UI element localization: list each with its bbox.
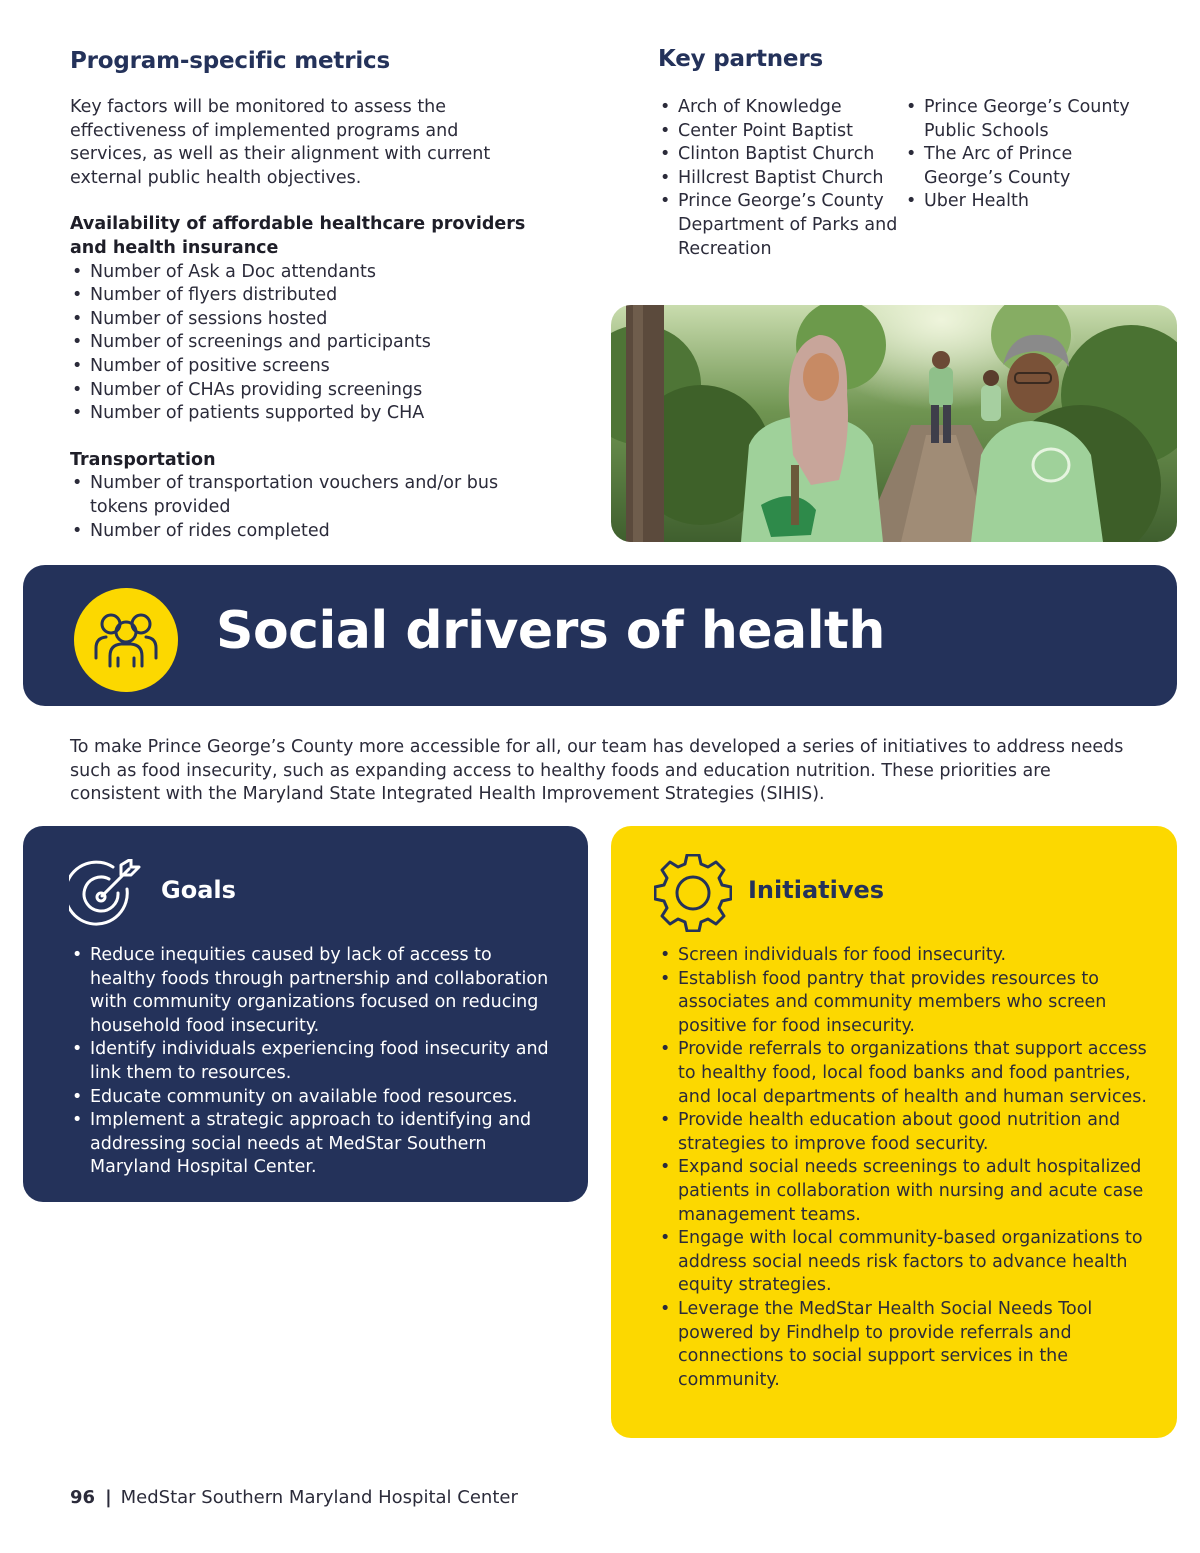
list-item: • Number of rides completed: [70, 520, 540, 544]
list-item: • Number of CHAs providing screenings: [70, 379, 540, 403]
list-item: • Identify individuals experiencing food insecurity and link them to resources.: [70, 1038, 550, 1085]
gear-icon: [654, 854, 732, 936]
list-item: • Number of patients supported by CHA: [70, 402, 540, 426]
partners-list-left: [658, 96, 904, 261]
metrics-subsection-healthcare: [70, 213, 540, 425]
goals-card: [23, 826, 588, 1202]
goals-heading: Goals: [161, 876, 236, 904]
partners-list-right: [904, 96, 1144, 261]
banner-title: Social drivers of health: [216, 601, 885, 661]
list-item: • Screen individuals for food insecurity.: [658, 944, 1148, 968]
list-item: • Engage with local community-based organizations to address social needs risk factors to advance health equity strategies.: [658, 1227, 1148, 1298]
page-number: 96: [70, 1487, 96, 1508]
list-item: • Provide referrals to organizations that support access to healthy food, local food banks and food pantries, and local departments of health and human services.: [658, 1038, 1148, 1109]
list-item: • Implement a strategic approach to identifying and addressing social needs at MedStar Southern Maryland Hospital Center.: [70, 1109, 550, 1180]
list-item: • Educate community on available food resources.: [70, 1086, 550, 1110]
program-metrics-section: [70, 48, 540, 543]
list-item: • Leverage the MedStar Health Social Needs Tool powered by Findhelp to provide referrals and connections to social support services in the community.: [658, 1298, 1148, 1392]
target-icon: [69, 859, 141, 935]
list-item: • Uber Health: [904, 190, 1144, 214]
initiatives-card: [611, 826, 1177, 1438]
goals-list: [70, 944, 550, 1180]
banner-badge: [74, 588, 178, 692]
list-item: • Number of Ask a Doc attendants: [70, 261, 540, 285]
footer-org-name: MedStar Southern Maryland Hospital Center: [120, 1487, 518, 1508]
partners-heading: Key partners: [658, 46, 823, 72]
list-item: • Number of screenings and participants: [70, 331, 540, 355]
section-intro: To make Prince George’s County more accessible for all, our team has developed a series of initiatives to address needs such as food insecurity, such as expanding access to healthy foods and education nutrition. These priorities are consistent with the Maryland State Integrated Health Improvement Strategies (SIHIS).: [70, 737, 1124, 805]
volunteers-photo: [611, 305, 1177, 542]
list-item: • Provide health education about good nutrition and strategies to improve food security.: [658, 1109, 1148, 1156]
list-item: • Reduce inequities caused by lack of access to healthy foods through partnership and collaboration with community organizations focused on reducing household food insecurity.: [70, 944, 550, 1038]
subsection-title: Transportation: [70, 449, 216, 470]
list-item: • Center Point Baptist: [658, 120, 904, 144]
list-item: • The Arc of Prince George’s County: [904, 143, 1144, 190]
metrics-intro: Key factors will be monitored to assess the effectiveness of implemented programs and services, as well as their alignment with current external public health objectives.: [70, 97, 491, 188]
subsection-title: Availability of affordable healthcare providers and health insurance: [70, 214, 526, 258]
list-item: • Prince George’s County Department of Parks and Recreation: [658, 190, 904, 261]
footer-separator: |: [105, 1487, 112, 1508]
list-item: • Establish food pantry that provides resources to associates and community members who screen positive for food insecurity.: [658, 968, 1148, 1039]
list-item: • Number of transportation vouchers and/or bus tokens provided: [70, 472, 540, 519]
key-partners-section: [658, 46, 1158, 261]
transportation-metrics-list: [70, 472, 540, 543]
list-item: • Number of positive screens: [70, 355, 540, 379]
people-group-icon: [74, 677, 178, 696]
list-item: • Prince George’s County Public Schools: [904, 96, 1144, 143]
list-item: • Number of flyers distributed: [70, 284, 540, 308]
list-item: • Arch of Knowledge: [658, 96, 904, 120]
healthcare-metrics-list: [70, 261, 540, 426]
section-banner: [23, 565, 1177, 706]
initiatives-heading: Initiatives: [748, 876, 885, 904]
metrics-heading: Program-specific metrics: [70, 48, 390, 74]
page-footer: [70, 1487, 518, 1508]
list-item: • Expand social needs screenings to adult hospitalized patients in collaboration with nursing and acute case management teams.: [658, 1156, 1148, 1227]
metrics-subsection-transportation: [70, 449, 540, 543]
list-item: • Number of sessions hosted: [70, 308, 540, 332]
list-item: • Hillcrest Baptist Church: [658, 167, 904, 191]
initiatives-list: [658, 944, 1148, 1392]
list-item: • Clinton Baptist Church: [658, 143, 904, 167]
